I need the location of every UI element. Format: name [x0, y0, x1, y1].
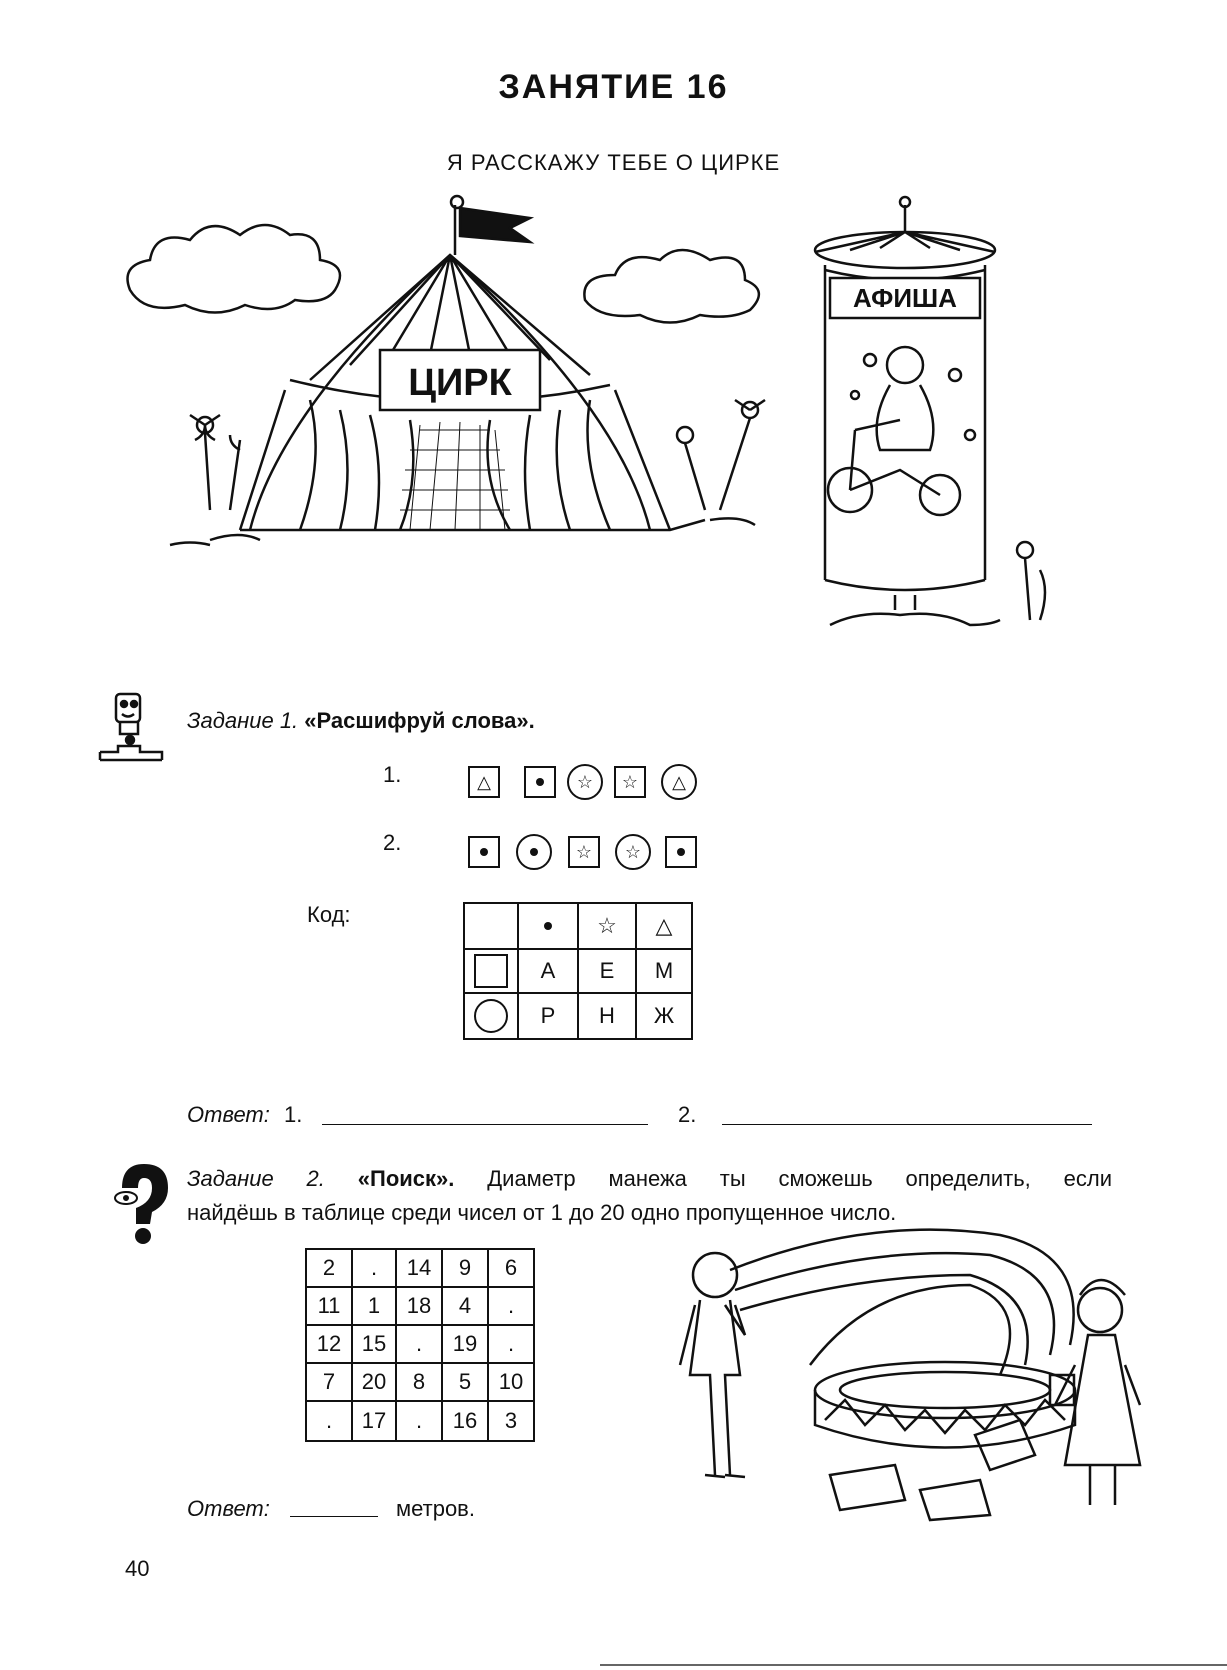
grid-cell: . [489, 1288, 533, 1326]
grid-cell: . [397, 1326, 443, 1364]
poster-sign: АФИША [853, 283, 957, 313]
code-row-circle [465, 994, 517, 1038]
circus-illustration [110, 190, 1160, 670]
cipher-symbol [615, 834, 651, 870]
grid-cell: 16 [443, 1402, 489, 1440]
code-letter: Е [599, 958, 615, 983]
cipher-symbol [665, 836, 697, 868]
cloud-left-icon [128, 225, 341, 313]
dot-icon [677, 848, 685, 856]
grid-cell: . [489, 1326, 533, 1364]
star-icon: ☆ [576, 771, 594, 792]
question-eye-icon [112, 1162, 174, 1246]
arena-illustration [670, 1215, 1170, 1525]
task1-row2-number: 2. [383, 830, 402, 855]
star-icon: ☆ [575, 841, 593, 862]
grid-cell: 4 [443, 1288, 489, 1326]
task2-text-line1: Диаметр манежа ты сможешь определить, если [487, 1166, 1112, 1191]
tent-sign: ЦИРК [408, 362, 512, 404]
code-col-star [579, 904, 635, 948]
task2-answer-unit: метров. [396, 1496, 475, 1521]
dot-icon [530, 848, 538, 856]
task2-line1 [187, 1166, 1112, 1192]
code-letter: А [540, 958, 556, 983]
task1-answer-num1: 1. [284, 1102, 303, 1127]
cloud-right-icon [584, 250, 759, 323]
page-title: ЗАНЯТИЕ 16 [498, 68, 729, 106]
grid-cell: 10 [489, 1364, 533, 1402]
grid-cell: 5 [443, 1364, 489, 1402]
dot-icon [544, 922, 552, 930]
cipher-symbol [516, 834, 552, 870]
code-label: Код: [307, 902, 351, 927]
dot-icon [480, 848, 488, 856]
task1-answer-label: Ответ: [187, 1102, 270, 1127]
code-row-square [465, 950, 517, 992]
grid-cell: 8 [397, 1364, 443, 1402]
grid-cell: 14 [397, 1250, 443, 1288]
task1-label: Задание 1. [187, 708, 299, 733]
grid-cell: 9 [443, 1250, 489, 1288]
task1-heading [187, 708, 535, 734]
grid-cell: 19 [443, 1326, 489, 1364]
grid-cell: 7 [307, 1364, 353, 1402]
square-icon [474, 954, 508, 988]
grid-cell: 15 [353, 1326, 397, 1364]
grid-cell: . [397, 1402, 443, 1440]
cipher-symbol [568, 836, 600, 868]
dot-icon [536, 778, 544, 786]
grid-cell: . [353, 1250, 397, 1288]
circle-icon [474, 999, 508, 1033]
cipher-symbol [524, 766, 556, 798]
page-number: 40 [125, 1556, 150, 1581]
task2-name: «Поиск». [357, 1166, 455, 1191]
star-icon: ☆ [624, 841, 642, 862]
cipher-symbol [468, 836, 500, 868]
cipher-symbol [614, 766, 646, 798]
code-col-triangle [637, 904, 691, 948]
star-icon: ☆ [597, 913, 617, 938]
task2-answer-label: Ответ: [187, 1496, 270, 1521]
grid-cell: 11 [307, 1288, 353, 1326]
task1-row1-number: 1. [383, 762, 402, 787]
task1-answer1-field[interactable] [322, 1124, 648, 1125]
grid-cell: 12 [307, 1326, 353, 1364]
code-letter: М [654, 958, 674, 983]
task2-text-line2: найдёшь в таблице среди чисел от 1 до 20 одно пропущенное число. [187, 1200, 897, 1225]
grid-cell: 6 [489, 1250, 533, 1288]
bottom-rule [600, 1664, 1227, 1666]
grid-cell: 3 [504, 1408, 518, 1433]
grid-cell: 20 [353, 1364, 397, 1402]
grid-cell: 17 [353, 1402, 397, 1440]
triangle-icon: △ [655, 913, 673, 938]
code-letter: Ж [653, 1003, 675, 1028]
grid-cell: . [307, 1402, 353, 1440]
number-grid [305, 1248, 535, 1442]
grid-cell: 1 [353, 1288, 397, 1326]
robot-on-steps-icon [98, 690, 164, 762]
page-subtitle: Я РАССКАЖУ ТЕБЕ О ЦИРКЕ [446, 150, 781, 175]
triangle-icon: △ [477, 771, 491, 792]
grid-cell: 2 [307, 1250, 353, 1288]
code-table [463, 902, 693, 1040]
star-icon: ☆ [621, 771, 639, 792]
task1-answer-num2: 2. [678, 1102, 697, 1127]
code-letter: Р [540, 1003, 556, 1028]
cipher-symbol [567, 764, 603, 800]
task1-answer2-field[interactable] [722, 1124, 1092, 1125]
task2-label: Задание 2. [187, 1166, 325, 1191]
triangle-icon: △ [672, 771, 686, 792]
code-col-dot [519, 904, 577, 948]
cipher-symbol [661, 764, 697, 800]
task1-name: «Расшифруй слова». [304, 708, 535, 733]
grid-cell: 18 [397, 1288, 443, 1326]
cipher-symbol [468, 766, 500, 798]
task2-answer-field[interactable] [290, 1516, 378, 1517]
code-letter: Н [599, 1003, 615, 1028]
